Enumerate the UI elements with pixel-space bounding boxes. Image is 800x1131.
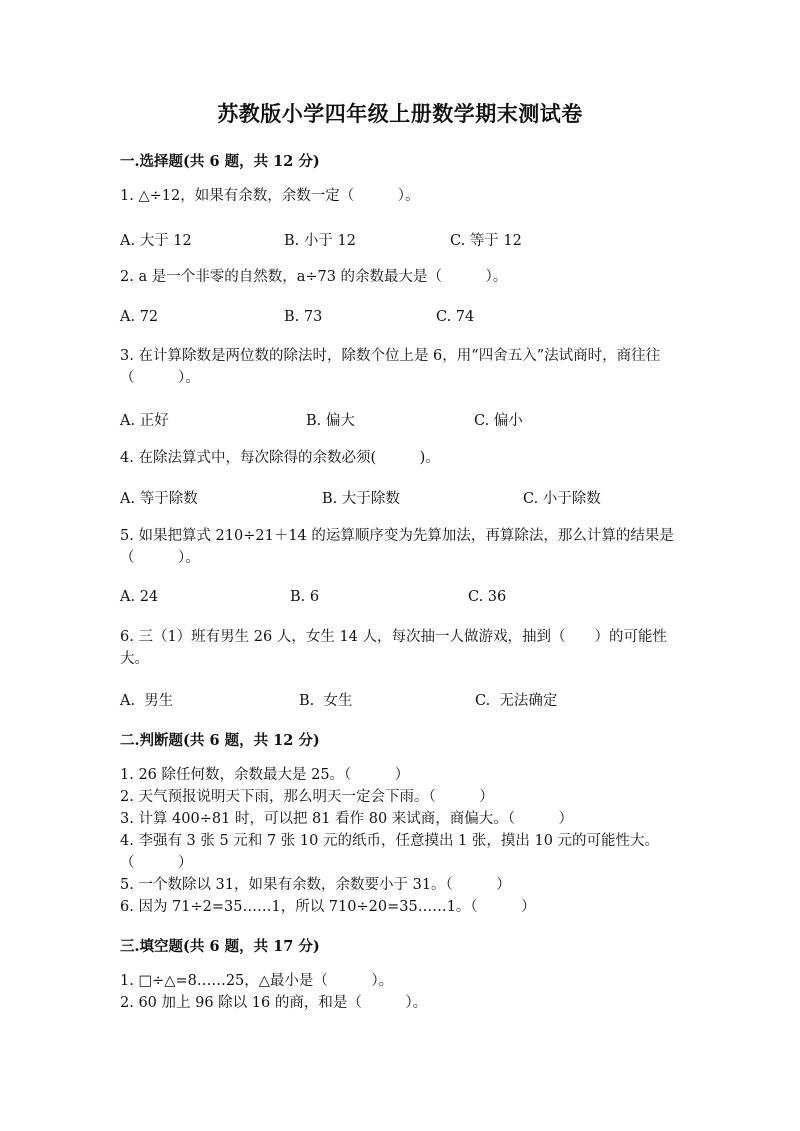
judgment-item-6: 6. 因为 71÷2=35……1，所以 710÷20=35……1。（ ） — [120, 899, 536, 915]
judgment-item-5: 5. 一个数除以 31，如果有余数，余数要小于 31。（ ） — [120, 877, 511, 893]
q6-option-c: C. 无法确定 — [475, 693, 558, 709]
q3-option-a: A. 正好 — [120, 413, 169, 429]
section-heading-choice: 一.选择题(共 6 题，共 12 分) — [120, 153, 320, 170]
question-2: 2. a 是一个非零的自然数，a÷73 的余数最大是（ ）。 — [120, 269, 508, 285]
question-6: 6. 三（1）班有男生 26 人，女生 14 人，每次抽一人做游戏，抽到（ ）的可能性大。 — [120, 629, 668, 667]
q6-option-a: A. 男生 — [120, 693, 174, 709]
q4-option-a: A. 等于除数 — [120, 491, 198, 507]
q3-option-c: C. 偏小 — [474, 413, 523, 429]
question-1: 1. △÷12，如果有余数，余数一定（ ）。 — [120, 188, 420, 204]
judgment-item-2: 2. 天气预报说明天下雨，那么明天一定会下雨。（ ） — [120, 789, 494, 805]
q6-option-b: B. 女生 — [299, 693, 353, 709]
judgment-item-1: 1. 26 除任何数，余数最大是 25。（ ） — [120, 767, 410, 783]
section-heading-fill: 三.填空题(共 6 题，共 17 分) — [120, 938, 320, 955]
section-heading-judgment: 二.判断题(共 6 题，共 12 分) — [120, 732, 320, 749]
fill-item-1: 1. □÷△=8……25，△最小是（ ）。 — [120, 973, 394, 989]
judgment-item-4: 4. 李强有 3 张 5 元和 7 张 10 元的纸币，任意摸出 1 张，摸出 10 元的可能性大。 （ ） — [120, 833, 696, 871]
q1-option-a: A. 大于 12 — [120, 233, 192, 249]
q2-option-b: B. 73 — [284, 309, 323, 325]
q5-option-a: A. 24 — [120, 589, 159, 605]
q4-option-b: B. 大于除数 — [322, 491, 400, 507]
q4-option-c: C. 小于除数 — [523, 491, 601, 507]
q5-option-b: B. 6 — [290, 589, 320, 605]
q1-option-c: C. 等于 12 — [450, 233, 522, 249]
question-4: 4. 在除法算式中，每次除得的余数必须( )。 — [120, 450, 440, 466]
fill-item-2: 2. 60 加上 96 除以 16 的商，和是（ ）。 — [120, 995, 428, 1011]
question-5: 5. 如果把算式 210÷21＋14 的运算顺序变为先算加法，再算除法，那么计算的结果是（ ）。 — [120, 528, 674, 566]
q5-option-c: C. 36 — [468, 589, 507, 605]
q3-option-b: B. 偏大 — [306, 413, 355, 429]
q2-option-c: C. 74 — [436, 309, 475, 325]
judgment-item-3: 3. 计算 400÷81 时，可以把 81 看作 80 来试商，商偏大。（ ） — [120, 811, 574, 827]
question-3: 3. 在计算除数是两位数的除法时，除数个位上是 6，用“四舍五入”法试商时，商往往（ ）。 — [120, 348, 661, 386]
q2-option-a: A. 72 — [120, 309, 159, 325]
q1-option-b: B. 小于 12 — [284, 233, 356, 249]
page-title: 苏教版小学四年级上册数学期末测试卷 — [217, 101, 583, 126]
